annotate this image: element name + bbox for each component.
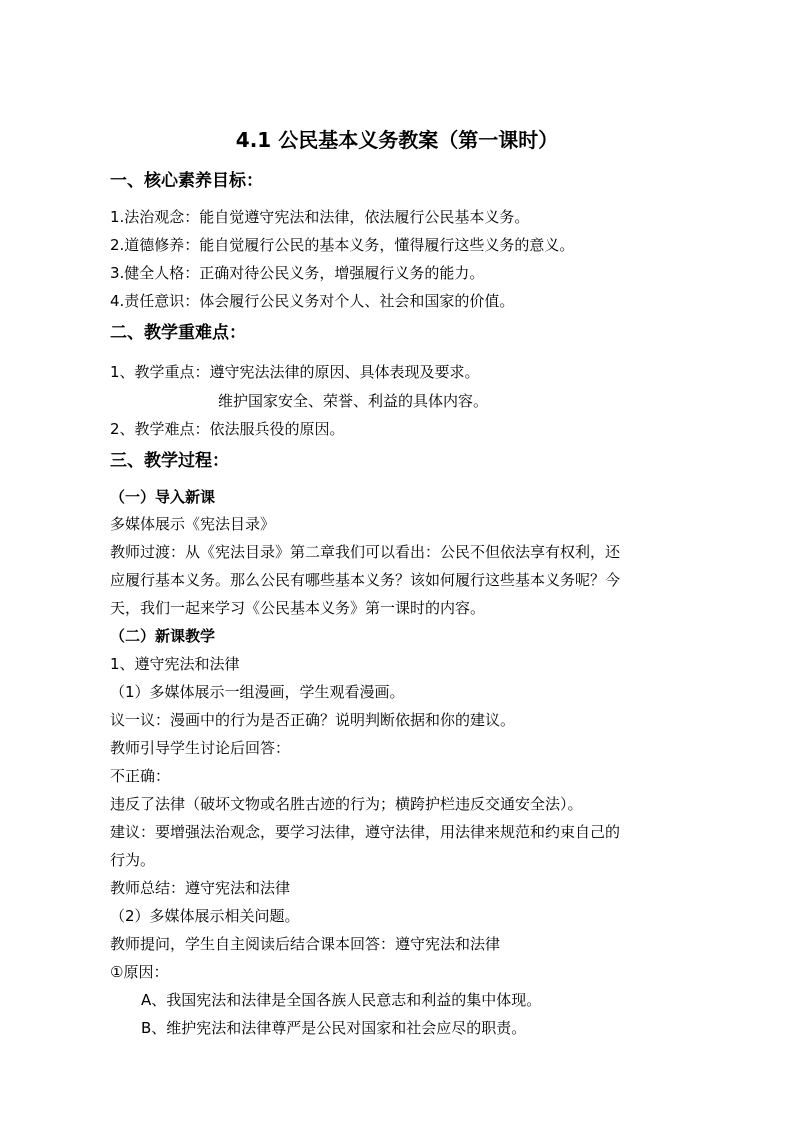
body-line: 多媒体展示《宪法目录》 bbox=[110, 515, 276, 533]
body-line: 建议：要增强法治观念，要学习法律，遵守法律，用法律来规范和约束自己的 bbox=[110, 823, 621, 841]
section-heading-goals: 一、核心素养目标： bbox=[110, 171, 263, 191]
keypoint-item: 1、教学重点：遵守宪法法律的原因、具体表现及要求。 bbox=[110, 363, 480, 381]
document-title: 4.1 公民基本义务教案（第一课时） bbox=[235, 128, 559, 152]
body-line: 教师过渡：从《宪法目录》第二章我们可以看出：公民不但依法享有权利，还 bbox=[110, 543, 621, 561]
body-line: 教师引导学生讨论后回答： bbox=[110, 739, 291, 757]
keypoint-item: 维护国家安全、荣誉、利益的具体内容。 bbox=[218, 392, 489, 410]
body-line: 教师提问，学生自主阅读后结合课本回答：遵守宪法和法律 bbox=[110, 935, 501, 953]
body-line: （2）多媒体展示相关问题。 bbox=[110, 907, 300, 925]
body-line: 违反了法律（破坏文物或名胜古迹的行为；横跨护栏违反交通安全法）。 bbox=[110, 795, 583, 813]
goal-item: 4.责任意识：体会履行公民义务对个人、社会和国家的价值。 bbox=[110, 292, 515, 310]
body-line: ①原因： bbox=[110, 963, 169, 981]
goal-item: 1.法治观念：能自觉遵守宪法和法律，依法履行公民基本义务。 bbox=[110, 208, 530, 226]
subsection-heading: （二）新课教学 bbox=[110, 627, 216, 645]
goal-item: 2.道德修养：能自觉履行公民的基本义务，懂得履行这些义务的意义。 bbox=[110, 236, 575, 254]
body-line: 应履行基本义务。那么公民有哪些基本义务？该如何履行这些基本义务呢？今 bbox=[110, 571, 621, 589]
subsection-heading: （一）导入新课 bbox=[110, 488, 216, 506]
section-heading-process: 三、教学过程： bbox=[110, 451, 229, 471]
body-line: 天，我们一起来学习《公民基本义务》第一课时的内容。 bbox=[110, 599, 486, 617]
keypoint-item: 2、教学难点：依法服兵役的原因。 bbox=[110, 420, 345, 438]
body-line: 教师总结：遵守宪法和法律 bbox=[110, 879, 291, 897]
body-line: 1、遵守宪法和法律 bbox=[110, 655, 240, 673]
body-line: 不正确： bbox=[110, 767, 171, 785]
section-heading-keypoints: 二、教学重难点： bbox=[110, 323, 246, 343]
body-line: 议一议：漫画中的行为是否正确？说明判断依据和你的建议。 bbox=[110, 711, 516, 729]
body-line: （1）多媒体展示一组漫画，学生观看漫画。 bbox=[110, 683, 405, 701]
goal-item: 3.健全人格：正确对待公民义务，增强履行义务的能力。 bbox=[110, 264, 485, 282]
body-line: B、维护宪法和法律尊严是公民对国家和社会应尽的职责。 bbox=[141, 1019, 527, 1037]
body-line: A、我国宪法和法律是全国各族人民意志和利益的集中体现。 bbox=[141, 991, 542, 1009]
body-line: 行为。 bbox=[110, 851, 156, 869]
